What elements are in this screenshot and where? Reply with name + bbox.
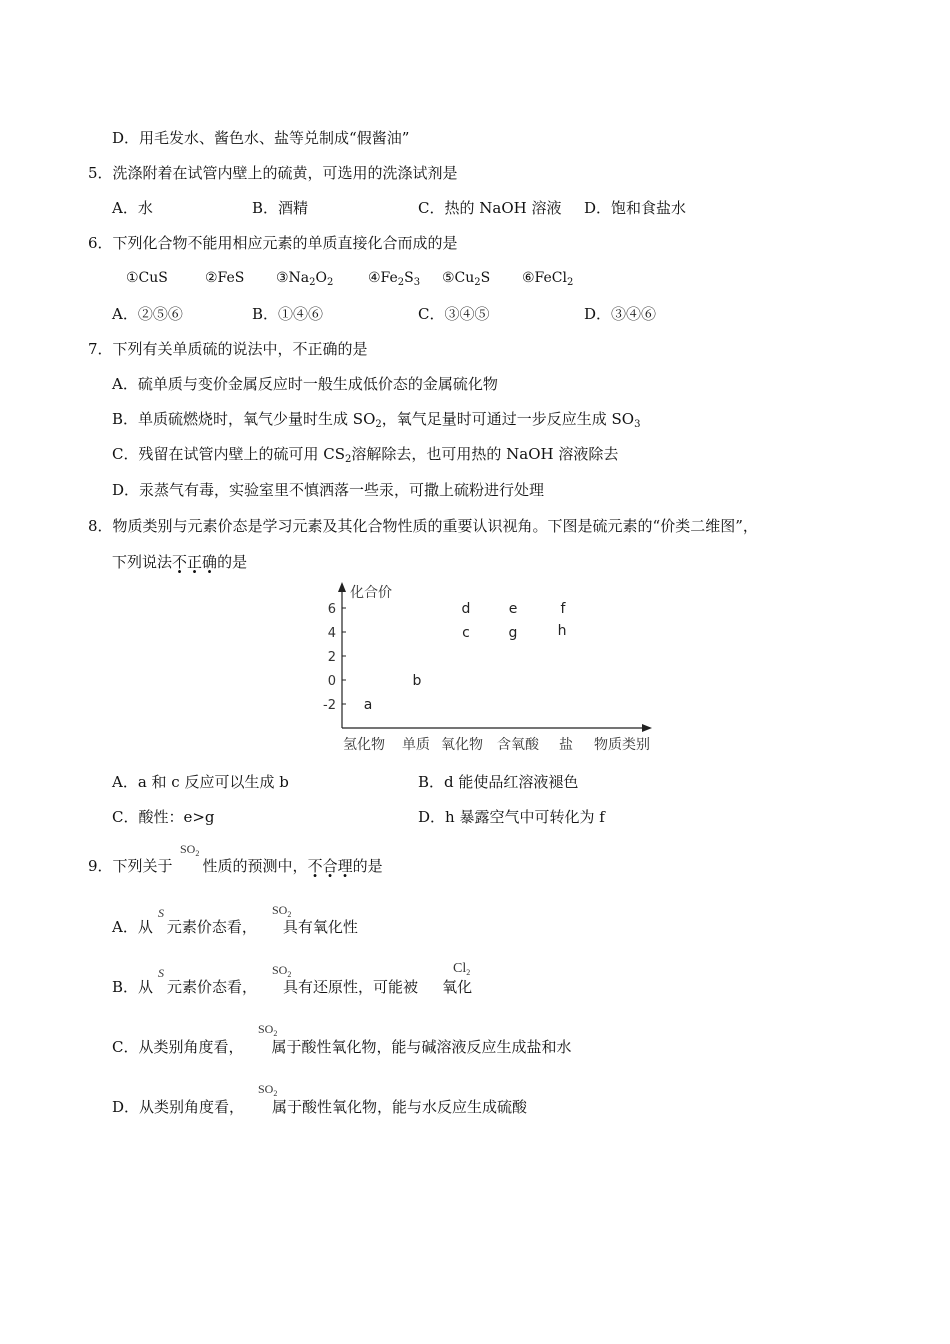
emphasis-char: 不	[172, 553, 188, 571]
emphasis-char: 合	[322, 857, 338, 875]
q7-option-a: A．硫单质与变价金属反应时一般生成低价态的金属硫化物	[112, 375, 498, 393]
cl2-formula: $Cl_2$	[453, 961, 471, 977]
valence-class-chart	[300, 578, 670, 760]
y-tick-label: 4	[327, 626, 336, 641]
q8-option-c: C．酸性：e>g	[112, 808, 215, 826]
q7-option-d: D．汞蒸气有毒，实验室里不慎洒落一些汞，可撒上硫粉进行处理	[112, 481, 545, 499]
so2-formula: $SO_2$	[272, 903, 292, 919]
y-tick-label: 0	[327, 674, 336, 689]
q8-option-b: B．d 能使品红溶液褪色	[418, 773, 579, 791]
q6-stem: 6．下列化合物不能用相应元素的单质直接化合而成的是	[88, 234, 458, 252]
so2-formula: $SO_2$	[258, 1022, 278, 1038]
y-tick-label: 2	[327, 650, 336, 665]
so2-formula: $SO_2$	[180, 842, 200, 858]
q9-stem: 9．下列关于 性质的预测中，不合理的是	[88, 857, 383, 875]
emphasis-char: 不	[307, 857, 323, 875]
point-c: c	[462, 625, 470, 641]
q8-stem-line1: 8．物质类别与元素价态是学习元素及其化合物性质的重要认识视角。下图是硫元素的“价类二维图”，	[88, 517, 758, 535]
x-category-label: 氢化物	[343, 737, 385, 753]
q6-option-a: A．②⑤⑥	[112, 305, 183, 323]
q5-option-b: B．酒精	[252, 199, 309, 217]
so2-formula: $SO_2$	[272, 963, 292, 979]
q5-option-a: A．水	[112, 199, 153, 217]
point-g: g	[508, 625, 518, 641]
q4-option-d: D．用毛发水、酱色水、盐等兑制成“假酱油”	[112, 129, 410, 147]
s-symbol: S	[158, 906, 164, 920]
q9-option-a: A．从 元素价态看， 具有氧化性	[112, 918, 358, 936]
q7-option-c: C．残留在试管内壁上的硫可用 $CS_2$溶解除去，也可用热的 NaOH 溶液除去	[112, 445, 619, 465]
q8-option-a: A．a 和 c 反应可以生成 b	[112, 773, 289, 791]
q5-stem: 5．洗涤附着在试管内壁上的硫黄，可选用的洗涤试剂是	[88, 164, 458, 182]
q8-stem-line2: 下列说法不正确的是	[112, 553, 248, 571]
emphasis-char: 确	[202, 553, 218, 571]
emphasis-char: 理	[337, 857, 353, 875]
point-b: b	[412, 673, 422, 689]
x-category-label: 单质	[402, 737, 430, 753]
point-h: h	[557, 623, 567, 639]
x-axis-arrow	[642, 724, 652, 732]
point-e: e	[508, 601, 518, 617]
s-symbol: S	[158, 966, 164, 980]
q7-stem: 7．下列有关单质硫的说法中，不正确的是	[88, 340, 368, 358]
q5-option-c: C．热的 NaOH 溶液	[418, 199, 562, 217]
emphasis-char: 正	[187, 553, 203, 571]
so2-formula: $SO_2$	[258, 1082, 278, 1098]
point-f: f	[560, 601, 566, 617]
q9-option-c: C．从类别角度看， 属于酸性氧化物，能与碱溶液反应生成盐和水	[112, 1038, 572, 1056]
q5-option-d: D．饱和食盐水	[584, 199, 687, 217]
q6-item-2: ②FeS	[205, 270, 245, 286]
y-tick-label: -2	[323, 698, 336, 713]
q9-option-d: D．从类别角度看， 属于酸性氧化物，能与水反应生成硫酸	[112, 1098, 528, 1116]
x-axis-label: 物质类别	[594, 737, 650, 753]
q6-option-d: D．③④⑥	[584, 305, 657, 323]
q6-option-c: C．③④⑤	[418, 305, 490, 323]
y-axis-arrow	[338, 582, 346, 592]
q7-option-b: B．单质硫燃烧时，氧气少量时生成 $SO_2$，氧气足量时可通过一步反应生成 $SO_3$	[112, 410, 641, 430]
q6-item-3: $③Na_2O_2$	[276, 270, 334, 288]
x-category-label: 盐	[559, 737, 573, 753]
q6-item-6: ⑥FeCl$_2$	[522, 270, 574, 288]
q6-option-b: B．①④⑥	[252, 305, 324, 323]
point-a: a	[363, 697, 373, 713]
x-category-label: 氧化物	[441, 737, 483, 753]
q9-option-b: B．从 元素价态看， 具有还原性，可能被 氧化	[112, 978, 473, 996]
x-category-label: 含氧酸	[497, 737, 539, 753]
y-tick-label: 6	[327, 602, 336, 617]
y-axis-label: 化合价	[350, 585, 392, 601]
q6-item-4: $④Fe_2S_3$	[368, 270, 421, 288]
q6-item-5: $⑤Cu_2S$	[442, 270, 491, 288]
q6-item-1: ①CuS	[126, 270, 168, 286]
q8-option-d: D．h 暴露空气中可转化为 f	[418, 808, 605, 826]
point-d: d	[461, 601, 471, 617]
